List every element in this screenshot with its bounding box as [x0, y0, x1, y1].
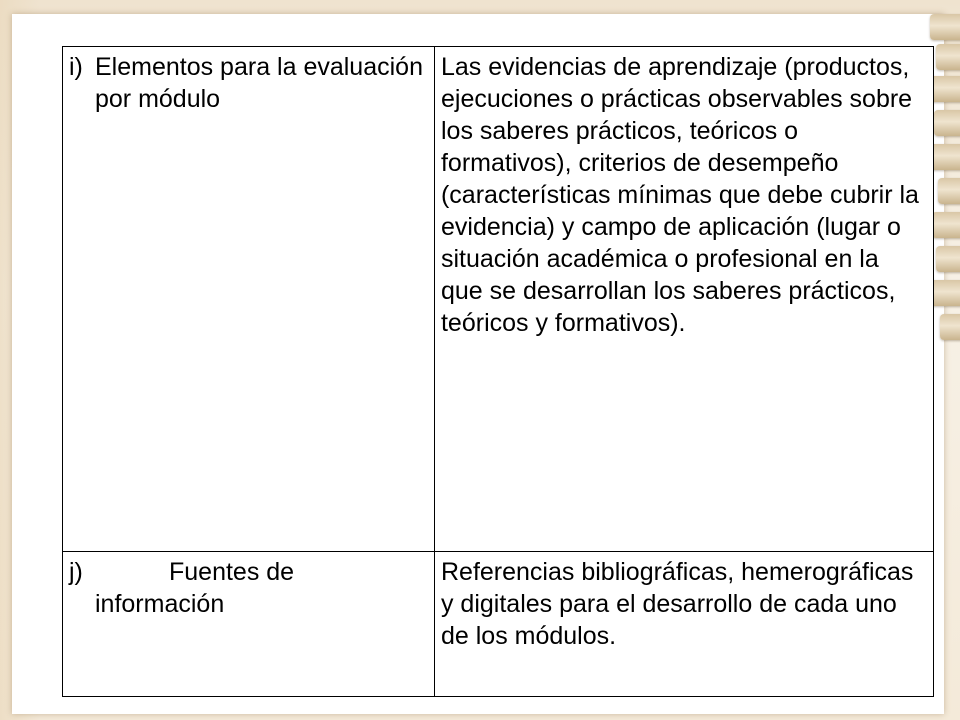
- row-label-cell: [63, 552, 435, 697]
- row-label-continuation: información: [95, 590, 225, 618]
- row-label-cell: [63, 47, 435, 552]
- row-description: Referencias bibliográficas, hemerográficas y digitales para el desarrollo de cada uno de los módulos.: [440, 558, 914, 650]
- item-letter: j): [69, 558, 83, 586]
- row-description-cell: [434, 47, 933, 552]
- content-table: [62, 46, 934, 697]
- item-letter: i): [69, 53, 83, 81]
- table-row: [63, 552, 934, 697]
- row-description-cell: [434, 552, 933, 697]
- row-label: Elementos para la evaluación por módulo: [95, 53, 423, 113]
- row-description: Las evidencias de aprendizaje (productos, ejecuciones o prácticas observables sobre los saberes prácticos, teóricos o formativos), criterios de desempeño (características mínimas que debe cubrir la evidencia) y campo de aplicación (lugar o situación académica o profesional en la que se desarrollan los saberes prácticos, teóricos y formativos).: [440, 53, 919, 337]
- row-label: Fuentes de: [169, 558, 295, 586]
- table-row: [63, 47, 934, 552]
